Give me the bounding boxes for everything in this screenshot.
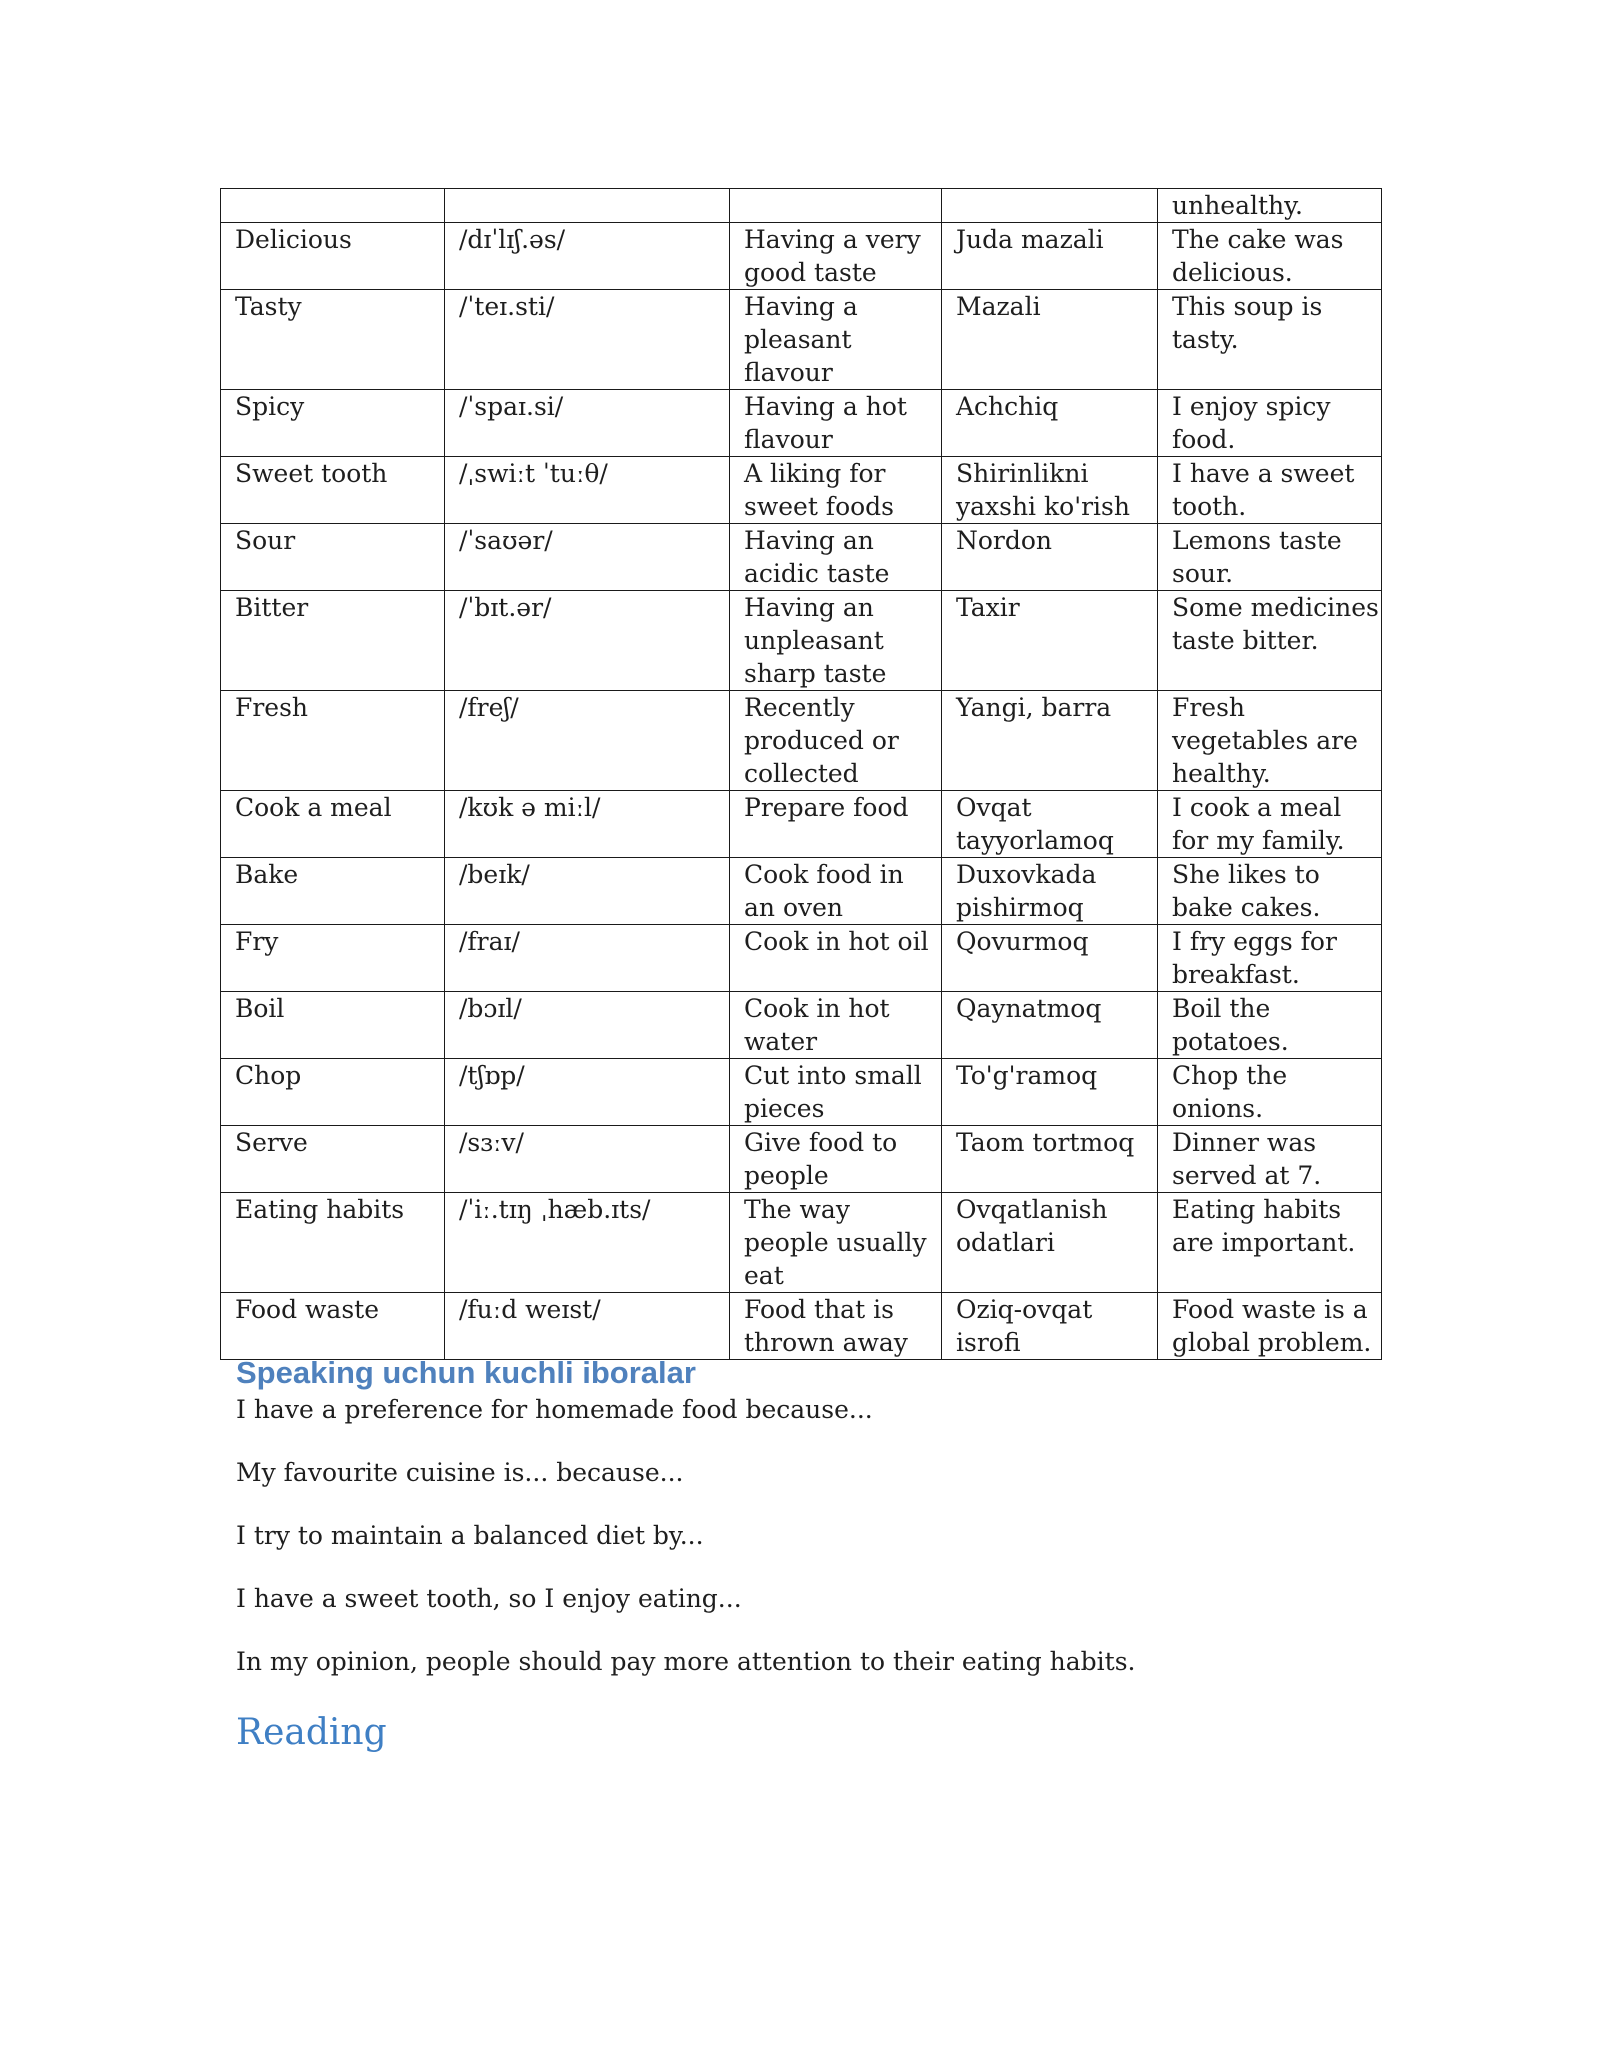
definition-cell: Cook in hot water — [730, 992, 942, 1059]
example-cell: Fresh vegetables are healthy. — [1158, 691, 1382, 791]
pronunciation-cell: /sɜːv/ — [445, 1126, 730, 1193]
example-cell: She likes to bake cakes. — [1158, 858, 1382, 925]
table-row — [221, 858, 1382, 925]
word-cell: Fry — [221, 925, 445, 992]
table-row — [221, 390, 1382, 457]
translation-cell: Duxovkada pishirmoq — [942, 858, 1158, 925]
translation-cell: Achchiq — [942, 390, 1158, 457]
definition-cell: Having a pleasant flavour — [730, 290, 942, 390]
example-cell: Chop the onions. — [1158, 1059, 1382, 1126]
definition-cell: Having a hot flavour — [730, 390, 942, 457]
example-cell: Eating habits are important. — [1158, 1193, 1382, 1293]
definition-cell: A liking for sweet foods — [730, 457, 942, 524]
translation-cell: Yangi, barra — [942, 691, 1158, 791]
table-row — [221, 457, 1382, 524]
speaking-phrase: I try to maintain a balanced diet by... — [236, 1521, 704, 1550]
word-cell — [221, 189, 445, 223]
example-cell: Lemons taste sour. — [1158, 524, 1382, 591]
table-row — [221, 223, 1382, 290]
table-row — [221, 925, 1382, 992]
word-cell: Bake — [221, 858, 445, 925]
pronunciation-cell: /fuːd weɪst/ — [445, 1293, 730, 1360]
pronunciation-cell: /beɪk/ — [445, 858, 730, 925]
word-cell: Food waste — [221, 1293, 445, 1360]
word-cell: Spicy — [221, 390, 445, 457]
word-cell: Sour — [221, 524, 445, 591]
pronunciation-cell: /kʊk ə miːl/ — [445, 791, 730, 858]
pronunciation-cell: /ˈteɪ.sti/ — [445, 290, 730, 390]
word-cell: Tasty — [221, 290, 445, 390]
word-cell: Delicious — [221, 223, 445, 290]
translation-cell: Shirinlikni yaxshi ko'rish — [942, 457, 1158, 524]
pronunciation-cell: /bɔɪl/ — [445, 992, 730, 1059]
speaking-heading: Speaking uchun kuchli iboralar — [236, 1355, 696, 1390]
translation-cell: Oziq-ovqat isrofi — [942, 1293, 1158, 1360]
example-cell: Boil the potatoes. — [1158, 992, 1382, 1059]
word-cell: Chop — [221, 1059, 445, 1126]
pronunciation-cell: /fraɪ/ — [445, 925, 730, 992]
definition-cell: Having an unpleasant sharp taste — [730, 591, 942, 691]
example-cell: I fry eggs for breakfast. — [1158, 925, 1382, 992]
translation-cell: Taom tortmoq — [942, 1126, 1158, 1193]
translation-cell: Ovqat tayyorlamoq — [942, 791, 1158, 858]
table-row — [221, 524, 1382, 591]
pronunciation-cell: /ˈspaɪ.si/ — [445, 390, 730, 457]
pronunciation-cell: /dɪˈlɪʃ.əs/ — [445, 223, 730, 290]
example-cell: I enjoy spicy food. — [1158, 390, 1382, 457]
table-row — [221, 1193, 1382, 1293]
translation-cell: Taxir — [942, 591, 1158, 691]
pronunciation-cell: /ˌswiːt ˈtuːθ/ — [445, 457, 730, 524]
definition-cell — [730, 189, 942, 223]
example-cell: This soup is tasty. — [1158, 290, 1382, 390]
translation-cell: Qovurmoq — [942, 925, 1158, 992]
translation-cell: To'g'ramoq — [942, 1059, 1158, 1126]
definition-cell: Give food to people — [730, 1126, 942, 1193]
word-cell: Cook a meal — [221, 791, 445, 858]
table-row — [221, 591, 1382, 691]
vocabulary-table-body — [221, 189, 1382, 1360]
translation-cell: Nordon — [942, 524, 1158, 591]
example-cell: The cake was delicious. — [1158, 223, 1382, 290]
speaking-phrase: In my opinion, people should pay more attention to their eating habits. — [236, 1647, 1136, 1676]
definition-cell: Cook food in an oven — [730, 858, 942, 925]
pronunciation-cell: /ˈiː.tɪŋ ˌhæb.ɪts/ — [445, 1193, 730, 1293]
table-row — [221, 189, 1382, 223]
pronunciation-cell: /freʃ/ — [445, 691, 730, 791]
translation-cell: Qaynatmoq — [942, 992, 1158, 1059]
definition-cell: Food that is thrown away — [730, 1293, 942, 1360]
pronunciation-cell: /ˈbɪt.ər/ — [445, 591, 730, 691]
definition-cell: Recently produced or collected — [730, 691, 942, 791]
word-cell: Eating habits — [221, 1193, 445, 1293]
example-cell: unhealthy. — [1158, 189, 1382, 223]
pronunciation-cell: /tʃɒp/ — [445, 1059, 730, 1126]
example-cell: Food waste is a global problem. — [1158, 1293, 1382, 1360]
reading-heading: Reading — [236, 1712, 387, 1753]
definition-cell: The way people usually eat — [730, 1193, 942, 1293]
pronunciation-cell — [445, 189, 730, 223]
translation-cell: Ovqatlanish odatlari — [942, 1193, 1158, 1293]
translation-cell: Juda mazali — [942, 223, 1158, 290]
definition-cell: Cook in hot oil — [730, 925, 942, 992]
pronunciation-cell: /ˈsaʊər/ — [445, 524, 730, 591]
translation-cell: Mazali — [942, 290, 1158, 390]
vocabulary-table — [220, 188, 1382, 1360]
speaking-phrase: I have a preference for homemade food because... — [236, 1395, 873, 1424]
definition-cell: Prepare food — [730, 791, 942, 858]
table-row — [221, 992, 1382, 1059]
word-cell: Bitter — [221, 591, 445, 691]
word-cell: Sweet tooth — [221, 457, 445, 524]
table-row — [221, 1059, 1382, 1126]
table-row — [221, 1126, 1382, 1193]
translation-cell — [942, 189, 1158, 223]
example-cell: Some medicines taste bitter. — [1158, 591, 1382, 691]
example-cell: I have a sweet tooth. — [1158, 457, 1382, 524]
word-cell: Fresh — [221, 691, 445, 791]
table-row — [221, 1293, 1382, 1360]
word-cell: Serve — [221, 1126, 445, 1193]
table-row — [221, 691, 1382, 791]
example-cell: I cook a meal for my family. — [1158, 791, 1382, 858]
speaking-phrase: I have a sweet tooth, so I enjoy eating... — [236, 1584, 742, 1613]
definition-cell: Having a very good taste — [730, 223, 942, 290]
table-row — [221, 791, 1382, 858]
speaking-phrase: My favourite cuisine is... because... — [236, 1458, 684, 1487]
example-cell: Dinner was served at 7. — [1158, 1126, 1382, 1193]
definition-cell: Cut into small pieces — [730, 1059, 942, 1126]
definition-cell: Having an acidic taste — [730, 524, 942, 591]
word-cell: Boil — [221, 992, 445, 1059]
table-row — [221, 290, 1382, 390]
